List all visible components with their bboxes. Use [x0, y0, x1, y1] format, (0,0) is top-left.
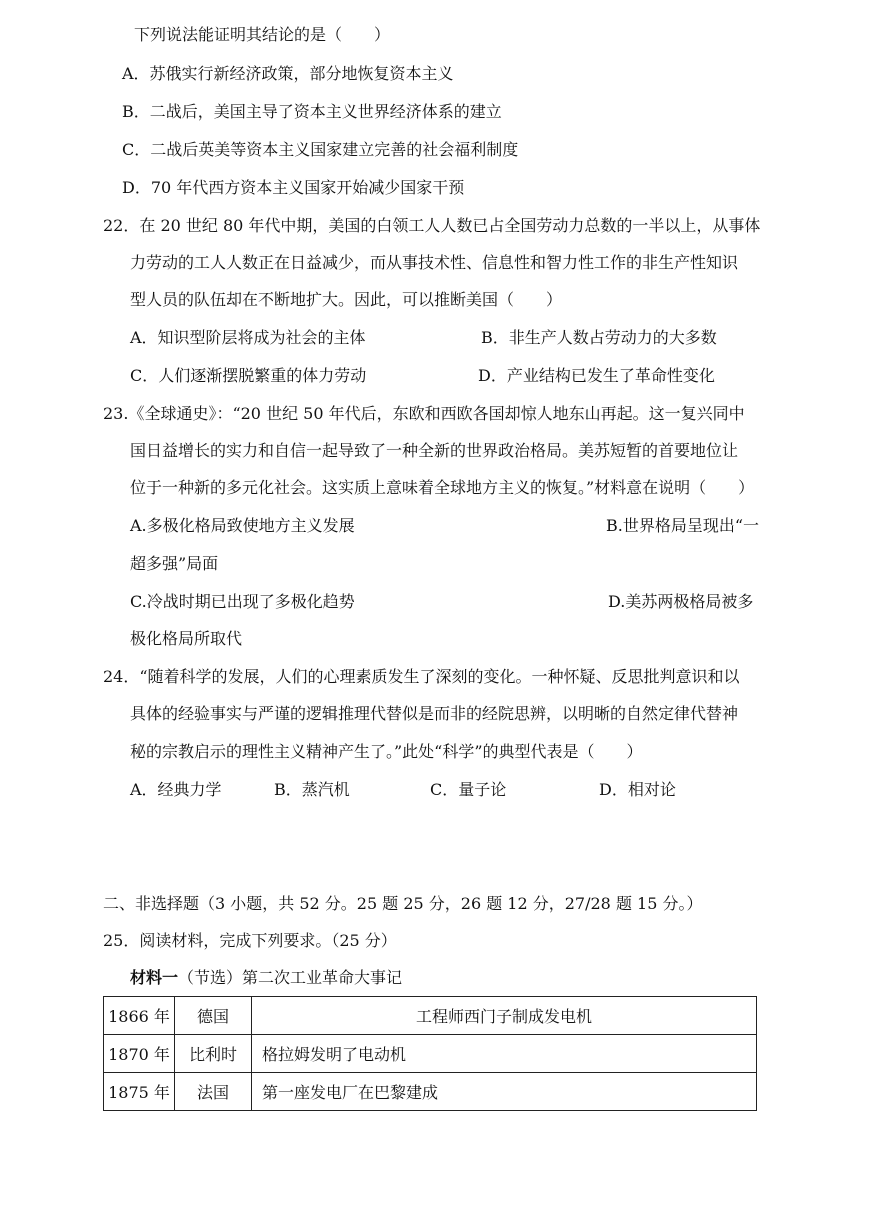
q22-stem-line-2: 力劳动的工人人数正在日益减少，而从事技术性、信息性和智力性工作的非生产性知识	[130, 253, 739, 272]
q22-option-b[interactable]: B．非生产人数占劳动力的大多数	[481, 328, 717, 347]
q23-option-b-cont: 超多强”局面	[130, 554, 219, 573]
q21-option-b[interactable]: B．二战后，美国主导了资本主义世界经济体系的建立	[122, 102, 502, 121]
q24-stem-line-1: 24．“随着科学的发展，人们的心理素质发生了深刻的变化。一种怀疑、反思批判意识和以	[103, 667, 740, 686]
q24-stem-line-2: 具体的经验事实与严谨的逻辑推理代替似是而非的经院思辨，以明晰的自然定律代替神	[130, 704, 739, 723]
country-cell: 法国	[175, 1073, 252, 1111]
section2-heading: 二、非选择题（3 小题，共 52 分。25 题 25 分，26 题 12 分，27/28 题 15 分。）	[103, 894, 703, 913]
q23-option-d-cont: 极化格局所取代	[130, 629, 243, 648]
year-cell: 1866 年	[104, 997, 175, 1035]
event-cell: 工程师西门子制成发电机	[252, 997, 757, 1035]
q22-option-d[interactable]: D．产业结构已发生了革命性变化	[478, 366, 715, 385]
q23-option-d[interactable]: D.美苏两极格局被多	[608, 592, 754, 611]
q21-option-c[interactable]: C．二战后英美等资本主义国家建立完善的社会福利制度	[122, 140, 519, 159]
q23-option-a[interactable]: A.多极化格局致使地方主义发展	[130, 516, 355, 535]
q21-option-d[interactable]: D．70 年代西方资本主义国家开始减少国家干预	[122, 178, 465, 197]
events-table	[103, 996, 757, 1111]
q24-option-a[interactable]: A．经典力学	[130, 780, 222, 799]
q22-stem-line-1: 22．在 20 世纪 80 年代中期，美国的白领工人人数已占全国劳动力总数的一半以上，从事体	[103, 216, 761, 235]
table-row	[104, 1073, 757, 1111]
q23-stem-line-2: 国日益增长的实力和自信一起导致了一种全新的世界政治格局。美苏短暂的首要地位让	[130, 441, 739, 460]
q23-option-b[interactable]: B.世界格局呈现出“一	[606, 516, 760, 535]
material-title: （节选）第二次工业革命大事记	[178, 968, 403, 987]
q25-stem: 25．阅读材料，完成下列要求。（25 分）	[103, 931, 397, 950]
q22-stem-line-3: 型人员的队伍却在不断地扩大。因此，可以推断美国（ ）	[130, 290, 563, 309]
q24-option-b[interactable]: B．蒸汽机	[274, 780, 350, 799]
q23-stem-line-3: 位于一种新的多元化社会。这实质上意味着全球地方主义的恢复。”材料意在说明（ ）	[130, 478, 755, 497]
q24-option-c[interactable]: C．量子论	[430, 780, 507, 799]
event-cell: 格拉姆发明了电动机	[252, 1035, 757, 1073]
table-row	[104, 997, 757, 1035]
country-cell: 比利时	[175, 1035, 252, 1073]
q21-stem-end: 下列说法能证明其结论的是（ ）	[134, 25, 391, 44]
q23-stem-line-1: 23.《全球通史》：“20 世纪 50 年代后，东欧和西欧各国却惊人地东山再起。这一复兴同中	[103, 404, 745, 423]
event-cell: 第一座发电厂在巴黎建成	[252, 1073, 757, 1111]
material-caption	[130, 967, 402, 989]
year-cell: 1870 年	[104, 1035, 175, 1073]
q23-option-c[interactable]: C.冷战时期已出现了多极化趋势	[130, 592, 355, 611]
country-cell: 德国	[175, 997, 252, 1035]
material-label: 材料一	[130, 968, 179, 987]
q22-option-a[interactable]: A．知识型阶层将成为社会的主体	[130, 328, 366, 347]
q21-option-a[interactable]: A．苏俄实行新经济政策，部分地恢复资本主义	[122, 64, 454, 83]
year-cell: 1875 年	[104, 1073, 175, 1111]
q24-stem-line-3: 秘的宗教启示的理性主义精神产生了。”此处“科学”的典型代表是（ ）	[130, 742, 643, 761]
q24-option-d[interactable]: D．相对论	[599, 780, 676, 799]
table-row	[104, 1035, 757, 1073]
q22-option-c[interactable]: C．人们逐渐摆脱繁重的体力劳动	[130, 366, 367, 385]
